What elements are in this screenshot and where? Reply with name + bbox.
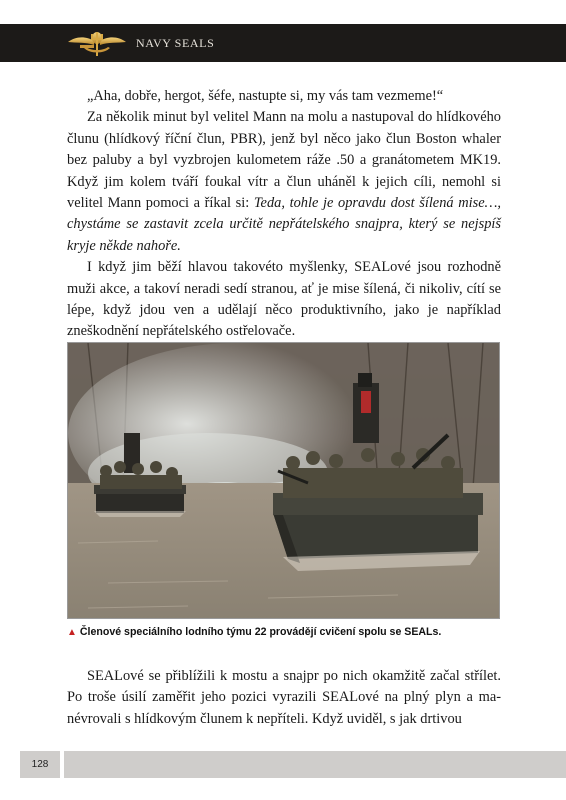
navy-seals-trident-logo-icon — [66, 26, 128, 60]
paragraph: „Aha, dobře, hergot, šéfe, nastupte si, my vás tam vezmeme!“ — [87, 88, 444, 104]
paragraph: SEALové se přiblížili k mostu a snajpr po nich okamžitě začal střílet. Po troše úsilí zaměřit jeho pozici vyrazili SEALové na plný plyn a manévrovali s hlídkovým člunem k nepříteli. Když uviděl, s jak drtivou — [67, 668, 501, 727]
page-number: 128 — [20, 751, 60, 778]
red-triangle-marker-icon: ▲ — [67, 627, 77, 638]
figure-caption — [67, 626, 507, 638]
paragraph: I když jim běží hlavou takovéto myšlenky, SEALové jsou rozhodně muži akce, a takoví neradi sedí stranou, ať je mise šílená, či nikoliv, cítí se lépe, když jdou ven a udělají něco produktivního, jako je například zneškodnění nepřátelského ostřelovače. — [67, 259, 501, 340]
body-text-bottom — [67, 666, 501, 730]
italic-thought: Teda, tohle je opravdu dost šílená mise…, chystáme se zastavit zcela určitě nepřátelského snajpra, který se nejspíš kryje někde nahoře. — [67, 195, 501, 254]
paragraph — [67, 107, 501, 257]
body-text-top — [67, 86, 501, 343]
paragraph-text: Za několik minut byl velitel Mann na molu a nastupoval do hlídkového člunu (hlídkový říční člun, PBR), jenž byl něco jako člun Boston whaler bez paluby a byl vyzbrojen kulometem ráže .50 a granátometem MK19. Když jim kolem tváří foukal vítr a člun uháněl k jejich cíli, nemohl si velitel Mann pomoci a říkal si: — [67, 109, 501, 212]
footer-bar — [64, 751, 566, 778]
boats-photo — [67, 342, 500, 619]
section-title: NAVY SEALS — [136, 36, 215, 50]
caption-text: Členové speciálního lodního týmu 22 provádějí cvičení spolu se SEALs. — [79, 626, 442, 638]
